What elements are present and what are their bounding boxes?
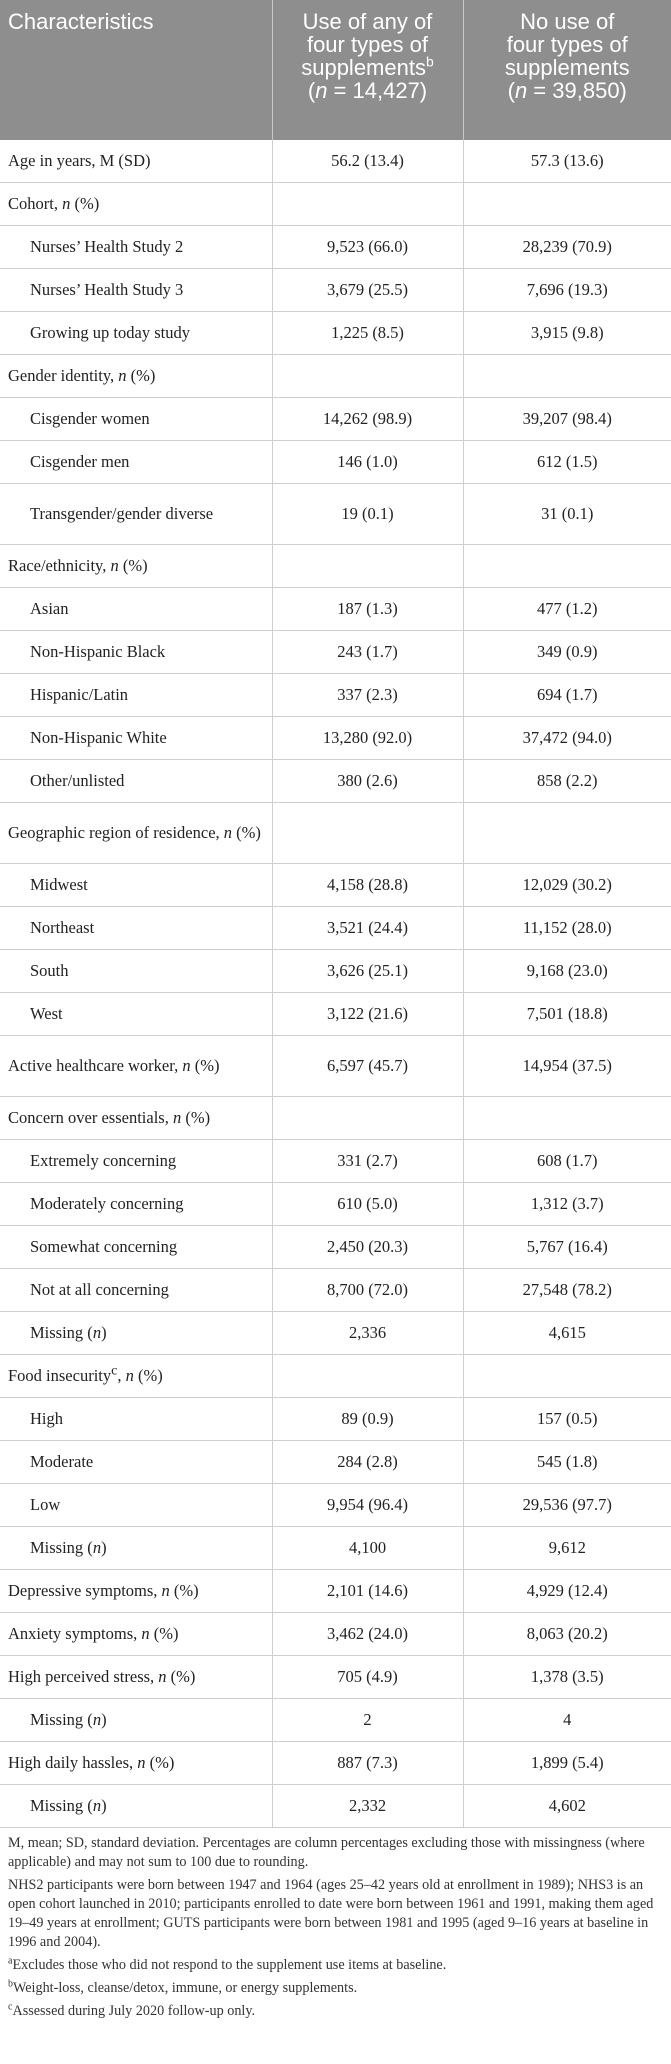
row-label: Hispanic/Latin: [0, 674, 272, 717]
table-row: [0, 1226, 671, 1269]
table-row: [0, 950, 671, 993]
value-use: 610 (5.0): [272, 1183, 463, 1226]
value-use: 2,450 (20.3): [272, 1226, 463, 1269]
table-row: [0, 717, 671, 760]
value-use: 9,954 (96.4): [272, 1484, 463, 1527]
value-no-use: 29,536 (97.7): [463, 1484, 671, 1527]
table-row: [0, 993, 671, 1036]
value-use: 331 (2.7): [272, 1140, 463, 1183]
value-use: 187 (1.3): [272, 588, 463, 631]
row-label: Depressive symptoms, n (%): [0, 1570, 272, 1613]
table-row: [0, 1613, 671, 1656]
row-label: Moderate: [0, 1441, 272, 1484]
value-use: 3,462 (24.0): [272, 1613, 463, 1656]
header-use-supplements: Use of any of four types of supplements$^b$ (n = 14,427): [272, 0, 463, 140]
table-row: [0, 312, 671, 355]
table-row: [0, 1312, 671, 1355]
value-use: [272, 1355, 463, 1398]
value-use: 89 (0.9): [272, 1398, 463, 1441]
value-no-use: [463, 545, 671, 588]
value-no-use: 14,954 (37.5): [463, 1036, 671, 1097]
row-label: Northeast: [0, 907, 272, 950]
value-use: 2,332: [272, 1785, 463, 1828]
row-label: Nurses’ Health Study 2: [0, 226, 272, 269]
value-no-use: 4,929 (12.4): [463, 1570, 671, 1613]
value-no-use: 12,029 (30.2): [463, 864, 671, 907]
row-label: Moderately concerning: [0, 1183, 272, 1226]
value-no-use: 1,312 (3.7): [463, 1183, 671, 1226]
table-row: [0, 1183, 671, 1226]
footnote: M, mean; SD, standard deviation. Percentages are column percentages excluding those with missingness (where applicable) and may not sum to 100 due to rounding.: [8, 1835, 645, 1870]
table-row: [0, 183, 671, 226]
table-row: [0, 484, 671, 545]
value-use: 6,597 (45.7): [272, 1036, 463, 1097]
value-use: 1,225 (8.5): [272, 312, 463, 355]
value-use: [272, 355, 463, 398]
header-no-use-supplements: No use of four types of supplements (n = 39,850): [463, 0, 671, 140]
value-no-use: 1,899 (5.4): [463, 1742, 671, 1785]
row-label: Growing up today study: [0, 312, 272, 355]
value-no-use: 858 (2.2): [463, 760, 671, 803]
table-row: [0, 441, 671, 484]
row-label: Cisgender women: [0, 398, 272, 441]
value-no-use: 28,239 (70.9): [463, 226, 671, 269]
row-label: Gender identity, n (%): [0, 355, 272, 398]
table-row: [0, 1140, 671, 1183]
value-use: 337 (2.3): [272, 674, 463, 717]
value-use: 380 (2.6): [272, 760, 463, 803]
value-use: [272, 183, 463, 226]
row-label: Transgender/gender diverse: [0, 484, 272, 545]
value-use: 3,626 (25.1): [272, 950, 463, 993]
value-no-use: 57.3 (13.6): [463, 140, 671, 183]
value-no-use: [463, 1355, 671, 1398]
value-no-use: 39,207 (98.4): [463, 398, 671, 441]
table-row: [0, 907, 671, 950]
value-use: [272, 1097, 463, 1140]
table-row: [0, 1036, 671, 1097]
footnote: $^a$Excludes those who did not respond to the supplement use items at baseline.: [8, 1955, 447, 1973]
row-label: Non-Hispanic White: [0, 717, 272, 760]
table-row: [0, 1742, 671, 1785]
header-row: [0, 0, 671, 140]
value-use: 2: [272, 1699, 463, 1742]
value-use: 4,100: [272, 1527, 463, 1570]
value-use: 19 (0.1): [272, 484, 463, 545]
row-label: Other/unlisted: [0, 760, 272, 803]
footnote: $^b$Weight-loss, cleanse/detox, immune, or energy supplements.: [8, 1978, 358, 1996]
row-label: Not at all concerning: [0, 1269, 272, 1312]
table-row: [0, 1785, 671, 1828]
value-no-use: [463, 803, 671, 864]
row-label: Low: [0, 1484, 272, 1527]
row-label: Age in years, M (SD): [0, 140, 272, 183]
table-row: [0, 1097, 671, 1140]
row-label: Nurses’ Health Study 3: [0, 269, 272, 312]
table-row: [0, 803, 671, 864]
row-label: Extremely concerning: [0, 1140, 272, 1183]
row-label: Concern over essentials, n (%): [0, 1097, 272, 1140]
value-use: 2,336: [272, 1312, 463, 1355]
value-no-use: 37,472 (94.0): [463, 717, 671, 760]
value-use: 9,523 (66.0): [272, 226, 463, 269]
value-no-use: 3,915 (9.8): [463, 312, 671, 355]
row-label: Missing (n): [0, 1785, 272, 1828]
table-row: [0, 398, 671, 441]
value-no-use: 4,615: [463, 1312, 671, 1355]
value-no-use: 7,501 (18.8): [463, 993, 671, 1036]
value-use: 705 (4.9): [272, 1656, 463, 1699]
row-label: High: [0, 1398, 272, 1441]
table-row: [0, 1570, 671, 1613]
value-no-use: 545 (1.8): [463, 1441, 671, 1484]
table-footnotes: [0, 1828, 671, 2021]
table-row: [0, 1441, 671, 1484]
value-use: [272, 803, 463, 864]
row-label: High perceived stress, n (%): [0, 1656, 272, 1699]
value-no-use: 9,612: [463, 1527, 671, 1570]
value-no-use: 157 (0.5): [463, 1398, 671, 1441]
table-row: [0, 1355, 671, 1398]
row-label: Somewhat concerning: [0, 1226, 272, 1269]
value-no-use: [463, 1097, 671, 1140]
table-row: [0, 1699, 671, 1742]
value-no-use: 1,378 (3.5): [463, 1656, 671, 1699]
row-label: Cisgender men: [0, 441, 272, 484]
table-row: [0, 864, 671, 907]
value-no-use: 5,767 (16.4): [463, 1226, 671, 1269]
value-no-use: 4,602: [463, 1785, 671, 1828]
value-use: 146 (1.0): [272, 441, 463, 484]
table-row: [0, 1527, 671, 1570]
table-row: [0, 269, 671, 312]
row-label: Missing (n): [0, 1312, 272, 1355]
value-no-use: 4: [463, 1699, 671, 1742]
table-row: [0, 674, 671, 717]
value-use: 887 (7.3): [272, 1742, 463, 1785]
header-characteristics: Characteristics: [0, 0, 272, 140]
row-label: Cohort, n (%): [0, 183, 272, 226]
footnote: $^c$Assessed during July 2020 follow-up only.: [8, 2001, 256, 2019]
value-no-use: 477 (1.2): [463, 588, 671, 631]
value-use: 3,521 (24.4): [272, 907, 463, 950]
table-row: [0, 588, 671, 631]
row-label: Asian: [0, 588, 272, 631]
value-use: 8,700 (72.0): [272, 1269, 463, 1312]
table-row: [0, 355, 671, 398]
table-row: [0, 1484, 671, 1527]
value-use: [272, 545, 463, 588]
value-use: 3,122 (21.6): [272, 993, 463, 1036]
value-use: 4,158 (28.8): [272, 864, 463, 907]
value-no-use: [463, 183, 671, 226]
table-row: [0, 760, 671, 803]
row-label: Missing (n): [0, 1699, 272, 1742]
table-row: [0, 545, 671, 588]
value-no-use: 9,168 (23.0): [463, 950, 671, 993]
value-use: 2,101 (14.6): [272, 1570, 463, 1613]
row-label: Midwest: [0, 864, 272, 907]
table-row: [0, 140, 671, 183]
value-no-use: 349 (0.9): [463, 631, 671, 674]
table-row: [0, 1398, 671, 1441]
table-row: [0, 226, 671, 269]
value-no-use: 31 (0.1): [463, 484, 671, 545]
table-row: [0, 1269, 671, 1312]
value-use: 56.2 (13.4): [272, 140, 463, 183]
table-row: [0, 1656, 671, 1699]
row-label: High daily hassles, n (%): [0, 1742, 272, 1785]
value-no-use: 612 (1.5): [463, 441, 671, 484]
value-use: 284 (2.8): [272, 1441, 463, 1484]
value-no-use: [463, 355, 671, 398]
value-no-use: 694 (1.7): [463, 674, 671, 717]
value-no-use: 11,152 (28.0): [463, 907, 671, 950]
value-use: 14,262 (98.9): [272, 398, 463, 441]
row-label: Non-Hispanic Black: [0, 631, 272, 674]
value-no-use: 8,063 (20.2): [463, 1613, 671, 1656]
row-label: South: [0, 950, 272, 993]
value-no-use: 608 (1.7): [463, 1140, 671, 1183]
row-label: Food insecurity$^c$, n (%): [0, 1355, 272, 1398]
value-use: 243 (1.7): [272, 631, 463, 674]
row-label: Geographic region of residence, n (%): [0, 803, 272, 864]
row-label: Missing (n): [0, 1527, 272, 1570]
value-no-use: 27,548 (78.2): [463, 1269, 671, 1312]
value-use: 13,280 (92.0): [272, 717, 463, 760]
value-use: 3,679 (25.5): [272, 269, 463, 312]
row-label: Race/ethnicity, n (%): [0, 545, 272, 588]
row-label: West: [0, 993, 272, 1036]
row-label: Anxiety symptoms, n (%): [0, 1613, 272, 1656]
value-no-use: 7,696 (19.3): [463, 269, 671, 312]
table-body: [0, 140, 671, 1828]
table-row: [0, 631, 671, 674]
row-label: Active healthcare worker, n (%): [0, 1036, 272, 1097]
footnote: NHS2 participants were born between 1947 and 1964 (ages 25–42 years old at enrollment in 1989); NHS3 is an open cohort launched in 2010; participants enrolled to date were born between 1961 and 1991, making them aged 19–49 years at enrollment; GUTS participants were born between 1981 and 1995 (aged 9–16 years at baseline in 1996 and 2004).: [8, 1877, 654, 1950]
